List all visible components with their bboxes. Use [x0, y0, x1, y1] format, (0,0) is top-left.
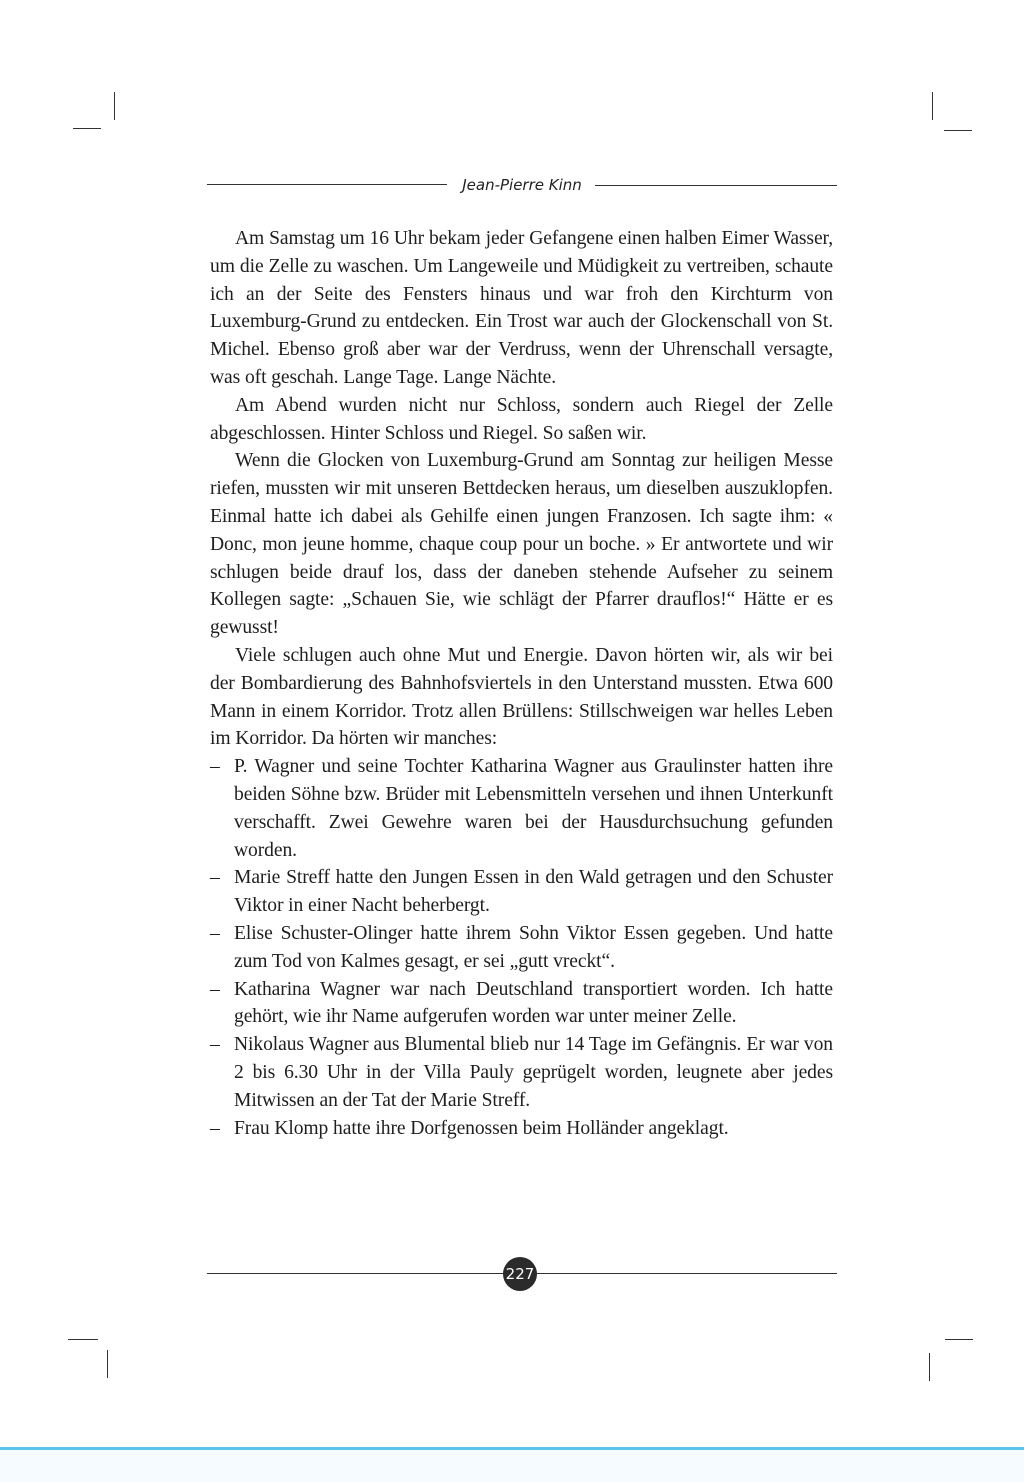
list-item-text: Elise Schuster-Olinger hatte ihrem Sohn Viktor Essen gegeben. Und hatte zum Tod von Kalmes gesagt, er sei „gutt vreckt“.: [234, 922, 833, 972]
crop-mark-top-right-horizontal: [944, 130, 972, 131]
list-item: [210, 1115, 833, 1143]
list-item: [210, 753, 833, 864]
crop-mark-top-left-vertical: [114, 92, 115, 120]
paragraph: Wenn die Glocken von Luxemburg-Grund am Sonntag zur heiligen Messe riefen, mussten wir mit unseren Bettdecken heraus, um dieselben auszuklopfen. Einmal hatte ich dabei als Gehilfe einen jungen Franzosen. Ich sagte ihm: « Donc, mon jeune homme, chaque coup pour un boche. » Er antwortete und wir schlugen beide drauf los, dass der daneben stehende Aufseher zu seinem Kollegen sagte: „Schauen Sie, wie schlägt der Pfarrer drauflos!“ Hätte er es gewusst!: [210, 450, 833, 639]
list-item: [210, 1031, 833, 1114]
list-dash: –: [210, 922, 220, 944]
crop-mark-bottom-right-vertical: [929, 1353, 930, 1381]
list-dash: –: [210, 978, 220, 1000]
footer-rule-left: [207, 1273, 505, 1274]
testimony-list: [210, 753, 833, 1142]
header-rule-right: [595, 185, 837, 186]
crop-mark-top-left-horizontal: [73, 128, 101, 129]
list-item: [210, 864, 833, 920]
list-item-text: Frau Klomp hatte ihre Dorfgenossen beim Holländer angeklagt.: [234, 1117, 729, 1139]
list-dash: –: [210, 756, 220, 778]
list-dash: –: [210, 867, 220, 889]
list-item-text: Marie Streff hatte den Jungen Essen in den Wald getragen und den Schuster Viktor in einer Nacht beherbergt.: [234, 867, 833, 917]
crop-mark-bottom-right-horizontal: [945, 1339, 973, 1340]
list-item-text: Nikolaus Wagner aus Blumental blieb nur 14 Tage im Gefängnis. Er war von 2 bis 6.30 Uhr in der Villa Pauly geprügelt worden, leugnete aber jedes Mitwissen an der Tat der Marie Streff.: [234, 1034, 833, 1111]
list-item-text: P. Wagner und seine Tochter Katharina Wagner aus Graulinster hatten ihre beiden Söhne bzw. Brüder mit Lebensmitteln versehen und ihnen Unterkunft verschafft. Zwei Gewehre waren bei der Hausdurchsuchung gefunden worden.: [234, 756, 833, 861]
footer-rule-right: [535, 1273, 837, 1274]
header-rule-left: [207, 184, 447, 185]
list-item: [210, 976, 833, 1032]
paragraph: Am Abend wurden nicht nur Schloss, sondern auch Riegel der Zelle abgeschlossen. Hinter Schloss und Riegel. So saßen wir.: [210, 394, 833, 444]
page-number-badge: 227: [503, 1257, 537, 1291]
crop-mark-bottom-left-horizontal: [68, 1339, 98, 1340]
list-dash: –: [210, 1034, 220, 1056]
list-dash: –: [210, 1117, 220, 1139]
crop-mark-bottom-left-vertical: [107, 1350, 108, 1378]
scan-edge-tint: [0, 1450, 1024, 1482]
paragraph: Viele schlugen auch ohne Mut und Energie. Davon hörten wir, als wir bei der Bombardierung des Bahnhofsviertels in den Unterstand mussten. Etwa 600 Mann in einem Korridor. Trotz allen Brüllens: Stillschweigen war helles Leben im Korridor. Da hörten wir manches:: [210, 644, 833, 750]
body-text: [210, 225, 833, 1142]
crop-mark-top-right-vertical: [932, 92, 933, 120]
paragraph: Am Samstag um 16 Uhr bekam jeder Gefangene einen halben Eimer Wasser, um die Zelle zu waschen. Um Langeweile und Müdigkeit zu vertreiben, schaute ich an der Seite des Fensters hinaus und war froh den Kirchturm von Luxemburg-Grund zu entdecken. Ein Trost war auch der Glockenschall von St. Michel. Ebenso groß aber war der Verdruss, wenn der Uhrenschall versagte, was oft geschah. Lange Tage. Lange Nächte.: [210, 228, 833, 388]
list-item-text: Katharina Wagner war nach Deutschland transportiert worden. Ich hatte gehört, wie ihr Name aufgerufen worden war unter meiner Zelle.: [234, 978, 833, 1028]
list-item: [210, 920, 833, 976]
running-header-author: Jean-Pierre Kinn: [462, 176, 582, 194]
